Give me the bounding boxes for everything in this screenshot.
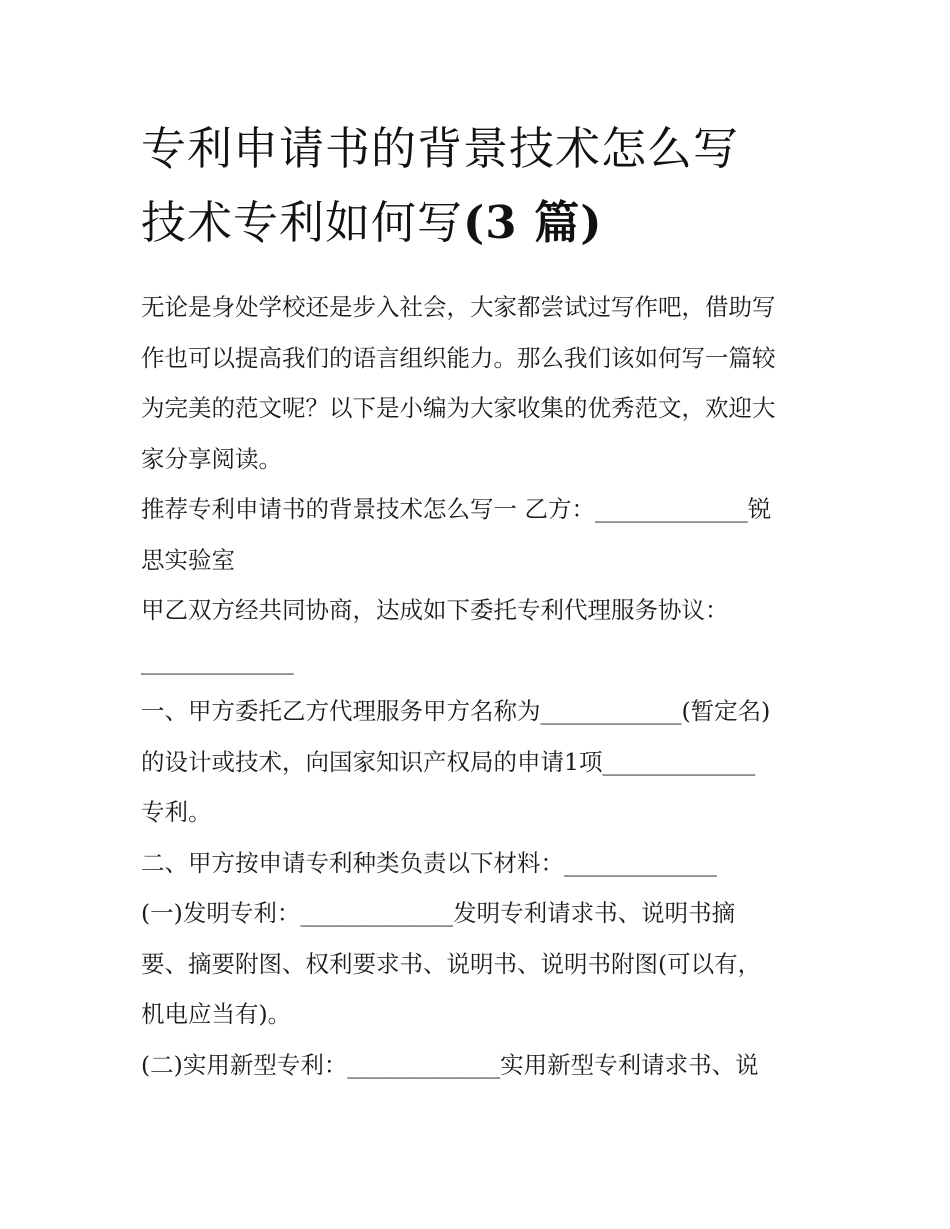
body-line: 二、甲方按申请专利种类负责以下材料：_____________: [141, 848, 717, 877]
body-line: 的设计或技术，向国家知识产权局的申请1项_____________: [141, 747, 756, 776]
document-title: [141, 112, 813, 260]
title-line: [141, 186, 813, 260]
body-line: (一)发明专利：_____________发明专利请求书、说明书摘: [141, 899, 736, 927]
body-line: 一、甲方委托乙方代理服务甲方名称为____________(暂定名): [141, 697, 771, 725]
body-line: 专利。: [141, 798, 212, 826]
body-line: 无论是身处学校还是步入社会，大家都尝试过写作吧，借助写: [141, 293, 776, 321]
title-line: 专利申请书的背景技术怎么写: [141, 122, 740, 175]
body-line: 甲乙双方经共同协商，达成如下委托专利代理服务协议：: [141, 596, 729, 624]
body-line: 推荐专利申请书的背景技术怎么写一 乙方：_____________锐: [141, 495, 772, 523]
body-line: (二)实用新型专利：_____________实用新型专利请求书、说: [141, 1050, 759, 1079]
document-body: [141, 282, 813, 1090]
document-content: [141, 112, 813, 1090]
body-line: 为完美的范文呢？以下是小编为大家收集的优秀范文，欢迎大: [141, 394, 776, 422]
body-line: 思实验室: [141, 545, 235, 574]
body-line: 要、摘要附图、权利要求书、说明书、说明书附图(可以有，: [141, 949, 762, 978]
title-text: 技术专利如何写: [141, 196, 464, 249]
body-line: 作也可以提高我们的语言组织能力。那么我们该如何写一篇较: [141, 343, 776, 372]
body-line: 机电应当有)。: [141, 1000, 292, 1028]
body-line: 家分享阅读。: [141, 444, 282, 473]
title-count: (3 篇): [463, 196, 603, 249]
body-line: _____________: [141, 646, 294, 675]
